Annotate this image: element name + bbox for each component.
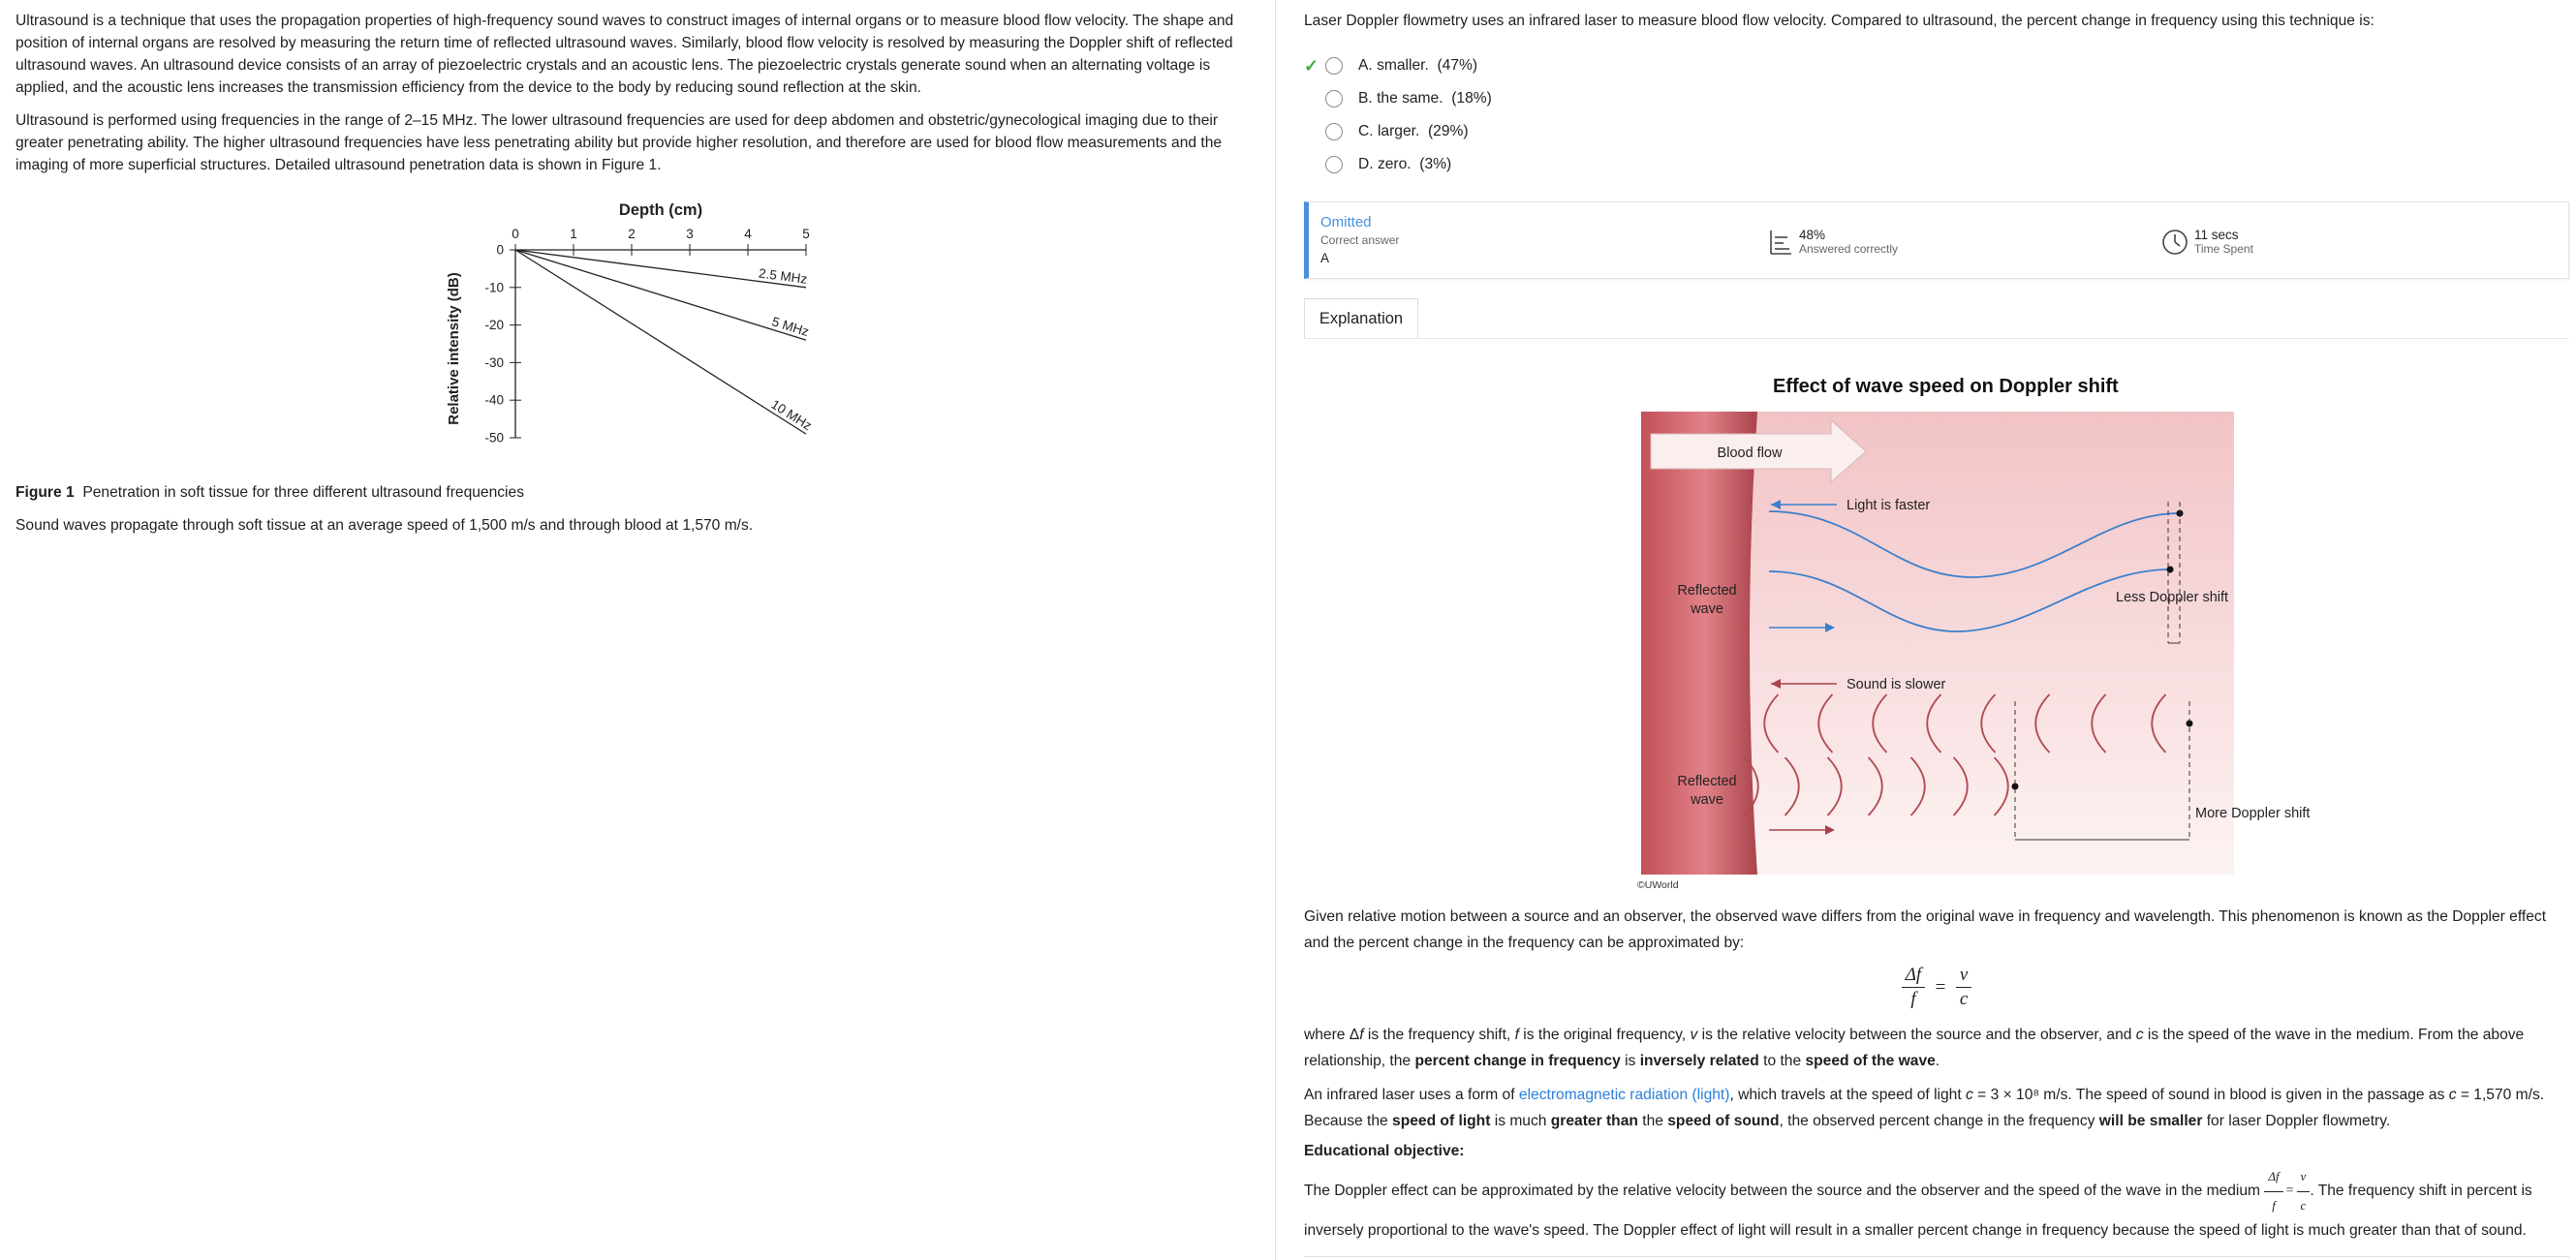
time-spent-value: 11 secs	[2194, 228, 2239, 242]
chart-x-tick-label: 4	[744, 227, 752, 241]
chart-y-tick-label: 0	[496, 242, 504, 258]
answer-stats-bar	[1304, 201, 2569, 279]
choice-b-label: B.	[1358, 90, 1373, 107]
reflected-wave-1-line1: Reflected	[1677, 583, 1737, 599]
chart-title: Depth (cm)	[618, 201, 703, 219]
question-stem: Laser Doppler flowmetry uses an infrared laser to measure blood flow velocity. Compared to ultrasound, the percent change in frequency using this technique is:	[1304, 13, 2374, 29]
correct-answer-label: Correct answer	[1320, 233, 1400, 247]
chart-series-label: 10 MHz	[768, 396, 815, 434]
chart-y-tick-label: -10	[484, 280, 504, 295]
passage	[16, 10, 1256, 187]
passage-paragraph-1: Ultrasound is a technique that uses the propagation properties of high-frequency sound waves to construct images of internal organs or to measure blood flow velocity. The shape and position of internal organs are resolved by measuring the return time of reflected ultrasound waves. Similarly, blood flow velocity is resolved by measuring the Doppler shift of reflected ultrasound waves. An ultrasound device consists of an array of piezoelectric crystals and an acoustic lens. The piezoelectric crystals generate sound when an alternating voltage is applied, and the acoustic lens increases the transmission efficiency from the device to the body by reducing sound reflection at the skin.	[16, 13, 1234, 96]
reflected-wave-2-line1: Reflected	[1677, 774, 1737, 789]
chart-y-axis-label: Relative intensity (dB)	[446, 272, 462, 425]
chart-x-tick-label: 2	[628, 227, 636, 241]
choice-b-pct: (18%)	[1451, 90, 1492, 107]
radio-c[interactable]	[1325, 123, 1343, 140]
chart-y-tick-label: -50	[484, 430, 504, 446]
reflected-wave-2-line2: wave	[1691, 792, 1723, 808]
figure-caption-text: Penetration in soft tissue for three different ultrasound frequencies	[82, 484, 524, 501]
more-doppler-shift-label: More Doppler shift	[2195, 806, 2311, 821]
choice-a-pct: (47%)	[1437, 57, 1478, 74]
choice-b-text: the same.	[1377, 90, 1443, 107]
time-spent-stat	[2161, 228, 2253, 256]
choice-c-label: C.	[1358, 123, 1374, 139]
correct-answer-value: A	[1320, 251, 1330, 265]
doppler-diagram-svg	[1637, 407, 2311, 891]
eq-numerator-right: v	[1956, 965, 1971, 988]
chart-series-label: 2.5 MHz	[758, 265, 809, 287]
diagram-title: Effect of wave speed on Doppler shift	[1773, 376, 2119, 397]
choice-a-label: A.	[1358, 57, 1373, 74]
choice-d[interactable]	[1304, 153, 1451, 176]
radio-b[interactable]	[1325, 90, 1343, 108]
explanation-paragraph-1: Given relative motion between a source and an observer, the observed wave differs from the original wave in frequency and wavelength. This phenomenon is known as the Doppler effect and the percent change in the frequency can be approximated by:	[1304, 908, 2547, 951]
choice-b[interactable]	[1304, 87, 1492, 110]
doppler-diagram	[1637, 407, 2311, 891]
column-divider	[1275, 0, 1276, 1260]
blood-flow-label: Blood flow	[1717, 446, 1783, 461]
light-faster-label: Light is faster	[1847, 498, 1931, 513]
correct-check-icon: ✓	[1304, 55, 1319, 76]
educational-objective-heading: Educational objective:	[1304, 1143, 1465, 1159]
choice-c-pct: (29%)	[1427, 123, 1469, 139]
bar-chart-icon	[1768, 229, 1793, 256]
penetration-chart	[426, 194, 833, 455]
choice-c[interactable]	[1304, 120, 1469, 143]
time-spent-label: Time Spent	[2194, 242, 2253, 256]
chart-x-tick-label: 1	[570, 227, 577, 241]
tab-explanation[interactable]: Explanation	[1304, 298, 1418, 339]
copyright-label: ©UWorld	[1637, 879, 1679, 891]
choice-d-text: zero.	[1377, 156, 1412, 172]
figure-caption	[16, 484, 524, 502]
figure-1-chart	[426, 194, 833, 455]
chart-series-line	[515, 250, 809, 340]
speed-note: Sound waves propagate through soft tissue at an average speed of 1,500 m/s and through blood at 1,570 m/s.	[16, 517, 754, 534]
chart-series-label: 5 MHz	[770, 314, 811, 340]
passage-paragraph-2: Ultrasound is performed using frequencies in the range of 2–15 MHz. The lower ultrasound frequencies are used for deep abdomen and obstetric/gynecological imaging due to their greater penetrating ability. The higher ultrasound frequencies have less penetrating ability but provide higher resolution, and therefore are used for blood flow measurements and the imaging of more superficial structures. Detailed ultrasound penetration data is shown in Figure 1.	[16, 112, 1223, 173]
clock-icon	[2161, 229, 2188, 256]
doppler-equation	[1304, 965, 2569, 1019]
em-radiation-link[interactable]: electromagnetic radiation (light)	[1518, 1087, 1730, 1103]
explanation-paragraph-3: An infrared laser uses a form of electromagnetic radiation (light), which travels at the speed of light c = 3 × 10⁸ m/s. The speed of sound in blood is given in the passage as c = 1,570 m/s. Because the speed of light is much greater than the speed of sound, the observed percent change in the frequency will be smaller for laser Doppler flowmetry.	[1304, 1087, 2545, 1129]
chart-y-tick-label: -20	[484, 318, 504, 333]
eq-denominator-left: f	[1910, 989, 1916, 1009]
percent-correct-label: Answered correctly	[1799, 242, 1899, 256]
chart-x-tick-label: 3	[686, 227, 694, 241]
percent-correct-stat	[1768, 228, 1898, 256]
chart-plot-area	[484, 227, 814, 446]
radio-a[interactable]	[1325, 57, 1343, 75]
eq-numerator-left: Δf	[1902, 965, 1925, 988]
explanation-body	[1304, 905, 2569, 1253]
sound-slower-label: Sound is slower	[1847, 677, 1946, 692]
radio-d[interactable]	[1325, 156, 1343, 173]
chart-x-tick-label: 5	[802, 227, 810, 241]
figure-label: Figure 1	[16, 484, 75, 501]
eq-equals: =	[1935, 976, 1946, 998]
chart-y-tick-label: -40	[484, 392, 504, 408]
chart-y-tick-label: -30	[484, 354, 504, 370]
educational-objective-text: The Doppler effect can be approximated by the relative velocity between the source and the observer and the speed of the wave in the medium $\frac{\Delta f}{f}$ = $\frac{v}{c}$ . The frequency shift in percent is inversely proportional to the wave's speed. The Doppler effect of light will result in a smaller percent change in frequency because the speed of light is much greater than that of sound.	[1304, 1164, 2569, 1245]
bottom-rule	[1304, 1256, 2569, 1257]
choice-c-text: larger.	[1377, 123, 1420, 139]
tab-underline	[1304, 338, 2569, 339]
chart-x-tick-label: 0	[512, 227, 519, 241]
eq-denominator-right: c	[1959, 989, 1969, 1009]
percent-correct-value: 48%	[1799, 228, 1826, 242]
explanation-paragraph-2: where Δf is the frequency shift, f is the original frequency, v is the relative velocity between the source and the observer, and c is the speed of the wave in the medium. From the above relationship, the percent change in frequency is inversely related to the speed of the wave.	[1304, 1027, 2525, 1069]
choice-d-label: D.	[1358, 156, 1374, 172]
reflected-wave-1-line2: wave	[1691, 601, 1723, 617]
less-doppler-shift-label: Less Doppler shift	[2116, 590, 2229, 605]
choice-d-pct: (3%)	[1419, 156, 1452, 172]
choice-a-text: smaller.	[1377, 57, 1429, 74]
answer-status: Omitted	[1320, 214, 1372, 230]
choice-a[interactable]	[1304, 54, 1477, 77]
